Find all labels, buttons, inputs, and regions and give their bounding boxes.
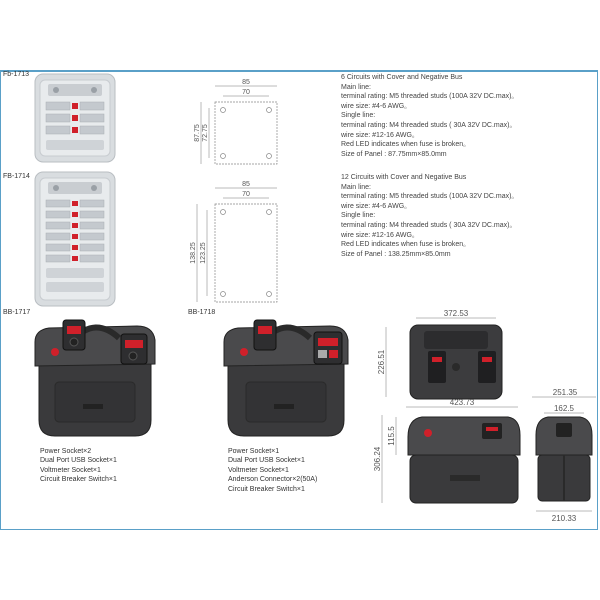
- dim-front-height-total: 306.24: [373, 446, 382, 472]
- spec-line: terminal rating: M4 threaded studs ( 30A 32V DC.max)。: [341, 121, 517, 129]
- feature-list-bb1718: [228, 447, 317, 494]
- dim-front-width: 423.73: [449, 398, 475, 407]
- product-code-bb1718: BB-1718: [188, 309, 216, 316]
- spec-line: Main line:: [341, 83, 371, 91]
- top-view-drawing: [410, 325, 502, 399]
- dim-side-width-top: 251.35: [552, 388, 578, 397]
- spec-line: wire size: #12-16 AWG。: [341, 231, 419, 239]
- dim-height-inner: 72.75: [202, 124, 209, 142]
- front-view-drawing: [408, 417, 520, 503]
- battery-box-dimension-drawings: [370, 305, 598, 525]
- feature-line: Circuit Breaker Switch×1: [40, 476, 117, 484]
- battery-box-1718-photo: [214, 312, 354, 442]
- feature-line: Dual Port USB Socket×1: [228, 457, 305, 465]
- feature-line: Voltmeter Socket×1: [40, 466, 101, 474]
- dim-width-outer: 85: [242, 79, 250, 86]
- spec-line: terminal rating: M5 threaded studs (100A 32V DC.max)。: [341, 93, 519, 101]
- dim-side-width-bottom: 210.33: [551, 514, 577, 523]
- spec-line: Size of Panel : 138.25mm×85.0mm: [341, 250, 451, 258]
- spec-line: terminal rating: M4 threaded studs ( 30A 32V DC.max)。: [341, 221, 517, 229]
- spec-line: Single line:: [341, 212, 376, 220]
- side-view-drawing: [536, 417, 592, 501]
- dim-width-inner: 70: [242, 89, 250, 96]
- fuse-block-12-photo: [32, 170, 118, 310]
- dim-front-height-upper: 115.5: [387, 426, 396, 446]
- spec-line: 6 Circuits with Cover and Negative Bus: [341, 74, 463, 81]
- spec-line: Red LED indicates when fuse is broken。: [341, 241, 471, 249]
- spec-line: Single line:: [341, 112, 376, 120]
- panel-drawing-fb1713: [193, 78, 288, 170]
- dim-width-outer: 85: [242, 181, 250, 188]
- battery-box-1717-photo: [25, 312, 160, 442]
- spec-list-fb1714: [341, 173, 518, 259]
- spec-list-fb1713: [341, 73, 518, 159]
- feature-line: Power Socket×1: [228, 448, 280, 455]
- feature-line: Power Socket×2: [40, 448, 92, 455]
- feature-line: Anderson Connector×2(50A): [228, 476, 318, 484]
- dim-side-width-mid: 162.5: [553, 404, 575, 413]
- spec-line: wire size: #4-6 AWG。: [341, 102, 412, 110]
- feature-line: Circuit Breaker Switch×1: [228, 485, 305, 493]
- spec-line: Size of Panel : 87.75mm×85.0mm: [341, 150, 447, 158]
- spec-line: Main line:: [341, 183, 371, 191]
- dim-top-height: 226.51: [377, 349, 386, 375]
- spec-line: wire size: #12-16 AWG。: [341, 131, 419, 139]
- fuse-block-6-photo: [32, 72, 118, 164]
- product-code-bb1717: BB-1717: [3, 309, 31, 316]
- dim-height-outer: 138.25: [190, 242, 197, 264]
- product-code-fb1713: Fb-1713: [3, 71, 30, 78]
- feature-line: Dual Port USB Socket×1: [40, 457, 117, 465]
- spec-line: Red LED indicates when fuse is broken。: [341, 141, 471, 149]
- product-code-fb1714: FB-1714: [3, 173, 30, 180]
- dim-height-inner: 123.25: [200, 242, 207, 264]
- panel-drawing-fb1714: [190, 180, 288, 310]
- dim-height-outer: 87.75: [194, 124, 201, 142]
- spec-line: 12 Circuits with Cover and Negative Bus: [341, 174, 467, 181]
- feature-list-bb1717: [40, 447, 117, 485]
- spec-line: terminal rating: M5 threaded studs (100A 32V DC.max)。: [341, 193, 519, 201]
- feature-line: Voltmeter Socket×1: [228, 466, 289, 474]
- dim-width-inner: 70: [242, 191, 250, 198]
- spec-line: wire size: #4-6 AWG。: [341, 202, 412, 210]
- dim-top-width: 372.53: [443, 309, 469, 318]
